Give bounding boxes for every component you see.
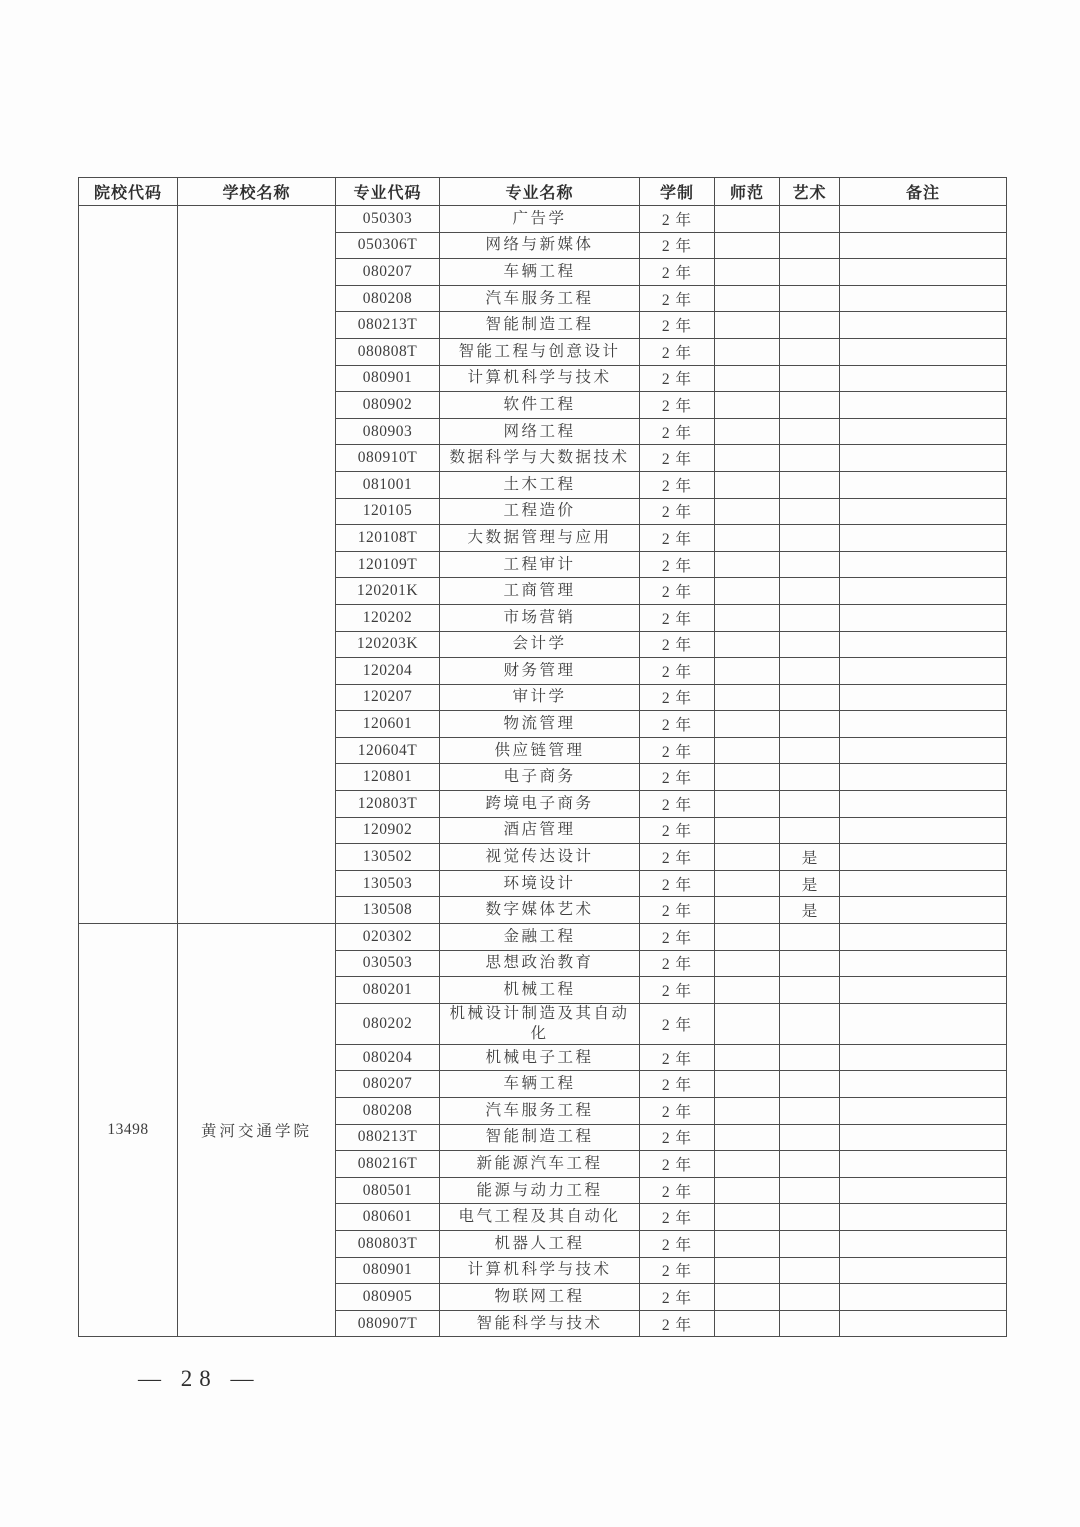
art-cell (780, 1310, 840, 1337)
note-cell (840, 525, 1007, 552)
major-name-cell: 数字媒体艺术 (440, 897, 640, 924)
normal-cell (715, 1003, 780, 1044)
note-cell (840, 1151, 1007, 1178)
duration-cell: 2 年 (640, 338, 715, 365)
normal-cell (715, 206, 780, 233)
art-cell (780, 817, 840, 844)
art-cell (780, 1003, 840, 1044)
duration-cell: 2 年 (640, 817, 715, 844)
art-cell (780, 1257, 840, 1284)
duration-cell: 2 年 (640, 365, 715, 392)
major-name-cell: 广告学 (440, 206, 640, 233)
normal-cell (715, 418, 780, 445)
normal-cell (715, 1044, 780, 1071)
duration-cell: 2 年 (640, 1310, 715, 1337)
normal-cell (715, 338, 780, 365)
major-code-cell: 120207 (336, 684, 440, 711)
duration-cell: 2 年 (640, 1124, 715, 1151)
normal-cell (715, 870, 780, 897)
major-code-cell: 080901 (336, 1257, 440, 1284)
duration-cell: 2 年 (640, 1177, 715, 1204)
normal-cell (715, 631, 780, 658)
major-code-cell: 080601 (336, 1204, 440, 1231)
note-cell (840, 1044, 1007, 1071)
duration-cell: 2 年 (640, 1044, 715, 1071)
major-code-cell: 080901 (336, 365, 440, 392)
normal-cell (715, 312, 780, 339)
art-cell (780, 471, 840, 498)
major-name-cell: 计算机科学与技术 (440, 1257, 640, 1284)
note-cell (840, 1204, 1007, 1231)
major-code-cell: 080213T (336, 1124, 440, 1151)
note-cell (840, 232, 1007, 259)
note-cell (840, 578, 1007, 605)
normal-cell (715, 1177, 780, 1204)
normal-cell (715, 684, 780, 711)
art-cell (780, 551, 840, 578)
normal-cell (715, 1124, 780, 1151)
table-header-row (79, 178, 1007, 206)
note-cell (840, 977, 1007, 1004)
duration-cell: 2 年 (640, 737, 715, 764)
note-cell (840, 338, 1007, 365)
major-code-cell: 120108T (336, 525, 440, 552)
art-cell (780, 578, 840, 605)
note-cell (840, 791, 1007, 818)
note-cell (840, 259, 1007, 286)
major-code-cell: 130508 (336, 897, 440, 924)
normal-cell (715, 1098, 780, 1125)
major-row (79, 206, 1007, 233)
duration-cell: 2 年 (640, 418, 715, 445)
duration-cell: 2 年 (640, 259, 715, 286)
duration-cell: 2 年 (640, 897, 715, 924)
header-college-name: 学校名称 (178, 178, 336, 206)
art-cell (780, 737, 840, 764)
note-cell (840, 418, 1007, 445)
duration-cell: 2 年 (640, 604, 715, 631)
art-cell (780, 684, 840, 711)
art-cell (780, 791, 840, 818)
major-name-cell: 工商管理 (440, 578, 640, 605)
normal-cell (715, 551, 780, 578)
note-cell (840, 471, 1007, 498)
major-name-cell: 数据科学与大数据技术 (440, 445, 640, 472)
major-code-cell: 080803T (336, 1230, 440, 1257)
header-major-code: 专业代码 (336, 178, 440, 206)
major-code-cell: 080907T (336, 1310, 440, 1337)
note-cell (840, 950, 1007, 977)
normal-cell (715, 1257, 780, 1284)
art-cell (780, 924, 840, 951)
duration-cell: 2 年 (640, 658, 715, 685)
major-code-cell: 020302 (336, 924, 440, 951)
duration-cell: 2 年 (640, 791, 715, 818)
art-cell (780, 711, 840, 738)
note-cell (840, 1310, 1007, 1337)
major-name-cell: 汽车服务工程 (440, 1098, 640, 1125)
page-number: — 28 — (138, 1366, 261, 1391)
major-code-cell: 120801 (336, 764, 440, 791)
art-cell (780, 445, 840, 472)
normal-cell (715, 1071, 780, 1098)
normal-cell (715, 1204, 780, 1231)
normal-cell (715, 471, 780, 498)
major-code-cell: 130502 (336, 844, 440, 871)
normal-cell (715, 392, 780, 419)
note-cell (840, 285, 1007, 312)
college-code-cell: 13498 (79, 924, 178, 1337)
duration-cell: 2 年 (640, 445, 715, 472)
major-code-cell: 120902 (336, 817, 440, 844)
major-name-cell: 市场营销 (440, 604, 640, 631)
major-name-cell: 网络工程 (440, 418, 640, 445)
art-cell (780, 1230, 840, 1257)
major-name-cell: 网络与新媒体 (440, 232, 640, 259)
major-name-cell: 计算机科学与技术 (440, 365, 640, 392)
major-code-cell: 080202 (336, 1003, 440, 1044)
major-code-cell: 120203K (336, 631, 440, 658)
art-cell (780, 950, 840, 977)
major-code-cell: 080208 (336, 285, 440, 312)
art-cell (780, 604, 840, 631)
normal-cell (715, 232, 780, 259)
art-cell: 是 (780, 844, 840, 871)
art-cell (780, 658, 840, 685)
art-cell (780, 312, 840, 339)
note-cell (840, 870, 1007, 897)
major-code-cell: 120204 (336, 658, 440, 685)
note-cell (840, 604, 1007, 631)
major-code-cell: 080213T (336, 312, 440, 339)
note-cell (840, 1098, 1007, 1125)
duration-cell: 2 年 (640, 684, 715, 711)
major-name-cell: 酒店管理 (440, 817, 640, 844)
note-cell (840, 1124, 1007, 1151)
note-cell (840, 924, 1007, 951)
art-cell (780, 418, 840, 445)
normal-cell (715, 1151, 780, 1178)
major-code-cell: 080905 (336, 1284, 440, 1311)
note-cell (840, 817, 1007, 844)
duration-cell: 2 年 (640, 711, 715, 738)
major-name-cell: 汽车服务工程 (440, 285, 640, 312)
major-name-cell: 智能科学与技术 (440, 1310, 640, 1337)
art-cell (780, 1151, 840, 1178)
note-cell (840, 897, 1007, 924)
major-code-cell: 120201K (336, 578, 440, 605)
note-cell (840, 1284, 1007, 1311)
art-cell (780, 1071, 840, 1098)
art-cell (780, 498, 840, 525)
major-code-cell: 120803T (336, 791, 440, 818)
note-cell (840, 737, 1007, 764)
major-name-cell: 金融工程 (440, 924, 640, 951)
note-cell (840, 1230, 1007, 1257)
note-cell (840, 551, 1007, 578)
major-name-cell: 智能制造工程 (440, 312, 640, 339)
duration-cell: 2 年 (640, 1003, 715, 1044)
duration-cell: 2 年 (640, 764, 715, 791)
major-name-cell: 电子商务 (440, 764, 640, 791)
major-name-cell: 机器人工程 (440, 1230, 640, 1257)
normal-cell (715, 498, 780, 525)
header-major-name: 专业名称 (440, 178, 640, 206)
note-cell (840, 684, 1007, 711)
major-name-cell: 车辆工程 (440, 259, 640, 286)
note-cell (840, 844, 1007, 871)
duration-cell: 2 年 (640, 1204, 715, 1231)
major-name-cell: 智能工程与创意设计 (440, 338, 640, 365)
major-name-cell: 电气工程及其自动化 (440, 1204, 640, 1231)
header-note: 备注 (840, 178, 1007, 206)
duration-cell: 2 年 (640, 1071, 715, 1098)
major-code-cell: 080208 (336, 1098, 440, 1125)
major-name-cell: 机械设计制造及其自动化 (440, 1003, 640, 1044)
art-cell (780, 285, 840, 312)
major-code-cell: 120105 (336, 498, 440, 525)
note-cell (840, 1257, 1007, 1284)
normal-cell (715, 711, 780, 738)
major-code-cell: 080216T (336, 1151, 440, 1178)
art-cell: 是 (780, 897, 840, 924)
table-body (79, 206, 1007, 1337)
note-cell (840, 365, 1007, 392)
duration-cell: 2 年 (640, 232, 715, 259)
art-cell (780, 977, 840, 1004)
normal-cell (715, 445, 780, 472)
note-cell (840, 711, 1007, 738)
duration-cell: 2 年 (640, 1098, 715, 1125)
duration-cell: 2 年 (640, 977, 715, 1004)
major-name-cell: 供应链管理 (440, 737, 640, 764)
duration-cell: 2 年 (640, 844, 715, 871)
normal-cell (715, 525, 780, 552)
college-name-cell: 黄河交通学院 (178, 924, 336, 1337)
art-cell (780, 631, 840, 658)
normal-cell (715, 950, 780, 977)
major-name-cell: 机械工程 (440, 977, 640, 1004)
major-code-cell: 080207 (336, 259, 440, 286)
major-name-cell: 物流管理 (440, 711, 640, 738)
normal-cell (715, 817, 780, 844)
major-code-cell: 080207 (336, 1071, 440, 1098)
normal-cell (715, 1310, 780, 1337)
art-cell (780, 392, 840, 419)
duration-cell: 2 年 (640, 870, 715, 897)
normal-cell (715, 658, 780, 685)
major-name-cell: 能源与动力工程 (440, 1177, 640, 1204)
note-cell (840, 1003, 1007, 1044)
duration-cell: 2 年 (640, 950, 715, 977)
major-code-cell: 081001 (336, 471, 440, 498)
header-duration: 学制 (640, 178, 715, 206)
major-code-cell: 120202 (336, 604, 440, 631)
normal-cell (715, 365, 780, 392)
normal-cell (715, 897, 780, 924)
major-code-cell: 030503 (336, 950, 440, 977)
major-name-cell: 工程审计 (440, 551, 640, 578)
duration-cell: 2 年 (640, 1151, 715, 1178)
major-name-cell: 视觉传达设计 (440, 844, 640, 871)
major-name-cell: 车辆工程 (440, 1071, 640, 1098)
duration-cell: 2 年 (640, 1230, 715, 1257)
major-code-cell: 080902 (336, 392, 440, 419)
major-code-cell: 120604T (336, 737, 440, 764)
major-name-cell: 物联网工程 (440, 1284, 640, 1311)
art-cell (780, 1177, 840, 1204)
normal-cell (715, 924, 780, 951)
college-name-cell (178, 206, 336, 924)
art-cell (780, 525, 840, 552)
major-name-cell: 机械电子工程 (440, 1044, 640, 1071)
note-cell (840, 392, 1007, 419)
art-cell (780, 338, 840, 365)
major-code-cell: 130503 (336, 870, 440, 897)
duration-cell: 2 年 (640, 312, 715, 339)
note-cell (840, 206, 1007, 233)
note-cell (840, 1071, 1007, 1098)
header-art: 艺术 (780, 178, 840, 206)
duration-cell: 2 年 (640, 392, 715, 419)
normal-cell (715, 844, 780, 871)
major-name-cell: 新能源汽车工程 (440, 1151, 640, 1178)
note-cell (840, 631, 1007, 658)
major-code-cell: 120109T (336, 551, 440, 578)
art-cell (780, 232, 840, 259)
majors-table (78, 177, 1007, 1337)
art-cell: 是 (780, 870, 840, 897)
art-cell (780, 206, 840, 233)
note-cell (840, 445, 1007, 472)
note-cell (840, 658, 1007, 685)
major-code-cell: 120601 (336, 711, 440, 738)
duration-cell: 2 年 (640, 631, 715, 658)
major-code-cell: 080204 (336, 1044, 440, 1071)
major-name-cell: 跨境电子商务 (440, 791, 640, 818)
major-code-cell: 080201 (336, 977, 440, 1004)
major-name-cell: 土木工程 (440, 471, 640, 498)
duration-cell: 2 年 (640, 578, 715, 605)
major-name-cell: 财务管理 (440, 658, 640, 685)
normal-cell (715, 1284, 780, 1311)
duration-cell: 2 年 (640, 551, 715, 578)
art-cell (780, 1204, 840, 1231)
normal-cell (715, 764, 780, 791)
normal-cell (715, 791, 780, 818)
art-cell (780, 1044, 840, 1071)
duration-cell: 2 年 (640, 498, 715, 525)
duration-cell: 2 年 (640, 471, 715, 498)
normal-cell (715, 737, 780, 764)
major-name-cell: 审计学 (440, 684, 640, 711)
art-cell (780, 365, 840, 392)
art-cell (780, 1124, 840, 1151)
art-cell (780, 1098, 840, 1125)
major-code-cell: 080903 (336, 418, 440, 445)
major-row (79, 924, 1007, 951)
major-code-cell: 050303 (336, 206, 440, 233)
normal-cell (715, 285, 780, 312)
note-cell (840, 498, 1007, 525)
major-code-cell: 050306T (336, 232, 440, 259)
note-cell (840, 1177, 1007, 1204)
art-cell (780, 764, 840, 791)
duration-cell: 2 年 (640, 924, 715, 951)
major-name-cell: 工程造价 (440, 498, 640, 525)
major-name-cell: 软件工程 (440, 392, 640, 419)
normal-cell (715, 259, 780, 286)
duration-cell: 2 年 (640, 1284, 715, 1311)
header-college-code: 院校代码 (79, 178, 178, 206)
major-name-cell: 环境设计 (440, 870, 640, 897)
normal-cell (715, 1230, 780, 1257)
header-normal: 师范 (715, 178, 780, 206)
major-code-cell: 080910T (336, 445, 440, 472)
major-code-cell: 080808T (336, 338, 440, 365)
college-code-cell (79, 206, 178, 924)
duration-cell: 2 年 (640, 525, 715, 552)
note-cell (840, 312, 1007, 339)
art-cell (780, 259, 840, 286)
major-code-cell: 080501 (336, 1177, 440, 1204)
duration-cell: 2 年 (640, 206, 715, 233)
normal-cell (715, 977, 780, 1004)
major-name-cell: 会计学 (440, 631, 640, 658)
art-cell (780, 1284, 840, 1311)
major-name-cell: 智能制造工程 (440, 1124, 640, 1151)
major-name-cell: 大数据管理与应用 (440, 525, 640, 552)
normal-cell (715, 578, 780, 605)
major-name-cell: 思想政治教育 (440, 950, 640, 977)
normal-cell (715, 604, 780, 631)
duration-cell: 2 年 (640, 1257, 715, 1284)
note-cell (840, 764, 1007, 791)
duration-cell: 2 年 (640, 285, 715, 312)
